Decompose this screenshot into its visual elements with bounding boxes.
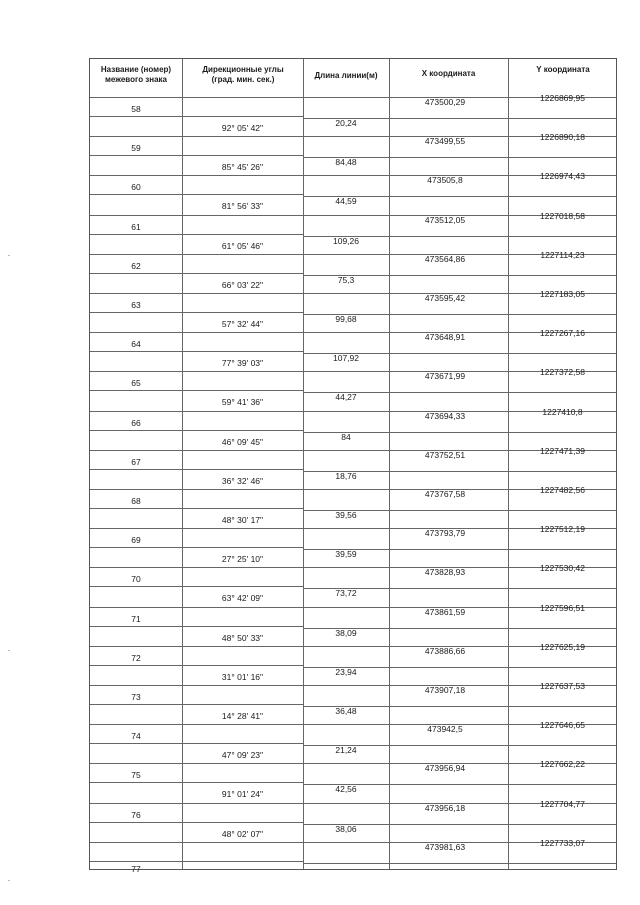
row-divider <box>90 665 303 666</box>
row-divider <box>90 861 303 862</box>
row-divider <box>90 351 303 352</box>
y-coordinate: 1226974,43 <box>540 171 585 182</box>
header-y: Y координата <box>536 65 590 74</box>
row-divider <box>90 430 303 431</box>
direction-angle: 66° 03' 22" <box>221 279 264 290</box>
point-number: 73 <box>131 692 141 702</box>
header-x: X координата <box>421 69 476 78</box>
point-number: 66 <box>131 417 141 428</box>
row-divider <box>90 155 303 156</box>
line-length: 39,56 <box>335 510 357 520</box>
y-coordinate: 1227530,42 <box>540 563 585 574</box>
row-divider <box>90 390 303 391</box>
scan-mark <box>8 255 10 256</box>
y-coordinate: 1227704,77 <box>540 798 585 809</box>
y-coordinate: 1227512,19 <box>540 524 585 535</box>
x-coordinate: 473505,8 <box>427 175 463 186</box>
x-coordinate: 473981,63 <box>424 841 466 852</box>
x-coordinate: 473648,91 <box>424 332 466 343</box>
direction-angle: 14° 28' 41" <box>221 711 264 721</box>
point-number: 59 <box>131 143 141 154</box>
line-length: 42,56 <box>335 784 357 795</box>
row-divider <box>90 822 303 823</box>
row-divider <box>90 469 303 470</box>
direction-angle: 77° 39' 03" <box>221 358 264 369</box>
direction-angle: 61° 05' 46" <box>221 240 264 251</box>
y-coordinate: 1227596,51 <box>540 602 585 613</box>
scan-mark <box>8 650 10 651</box>
y-coordinate: 1227646,65 <box>540 720 585 731</box>
direction-angle: 57° 32' 44" <box>221 319 264 329</box>
line-length: 20,24 <box>335 118 357 128</box>
y-coordinate: 1226869,95 <box>540 93 585 103</box>
point-number: 60 <box>131 182 141 193</box>
direction-angle: 91° 01' 24" <box>221 789 264 800</box>
direction-angle: 48° 30' 17" <box>221 515 264 525</box>
x-coordinate: 473907,18 <box>424 685 466 695</box>
line-length: 107,92 <box>333 353 359 364</box>
header-angle: Дирекционные углы (град. мин. сек.) <box>202 65 284 84</box>
x-coordinate: 473956,18 <box>424 802 466 813</box>
point-number: 64 <box>131 339 141 350</box>
line-length: 109,26 <box>333 235 359 246</box>
x-coordinate: 473500,29 <box>424 97 466 107</box>
direction-angle: 46° 09' 45" <box>221 436 264 447</box>
line-length: 36,48 <box>335 706 357 716</box>
point-number: 72 <box>131 652 141 663</box>
point-number: 61 <box>131 221 141 232</box>
y-coordinate: 1227018,58 <box>540 210 585 221</box>
x-coordinate: 473694,33 <box>424 410 466 421</box>
direction-angle: 27° 25' 10" <box>221 554 264 565</box>
y-coordinate: 1227267,16 <box>540 328 585 339</box>
x-coordinate: 473595,42 <box>424 293 466 303</box>
y-coordinate: 1227662,22 <box>540 759 585 770</box>
direction-angle: 63° 42' 09" <box>221 593 264 604</box>
coordinates-table <box>89 58 617 874</box>
point-number: 76 <box>131 809 141 820</box>
y-coordinate: 1227482,56 <box>540 485 585 495</box>
header-length: Длина линии(м) <box>314 71 378 80</box>
x-coordinate: 473861,59 <box>424 606 466 617</box>
line-length: 99,68 <box>335 314 357 324</box>
point-number: 68 <box>131 496 141 506</box>
x-coordinate: 473671,99 <box>424 371 466 382</box>
x-coordinate: 473828,93 <box>424 567 466 578</box>
point-number: 77 <box>131 863 141 874</box>
direction-angle: 48° 02' 07" <box>221 828 264 839</box>
header-name: Название (номер) межевого знака <box>100 65 172 84</box>
direction-angle: 47° 09' 23" <box>221 750 264 761</box>
point-number: 75 <box>131 770 141 781</box>
column-divider <box>508 59 509 869</box>
line-length: 84,48 <box>335 157 357 168</box>
direction-angle: 59° 41' 36" <box>221 397 264 408</box>
x-coordinate: 473942,5 <box>427 724 463 735</box>
row-divider <box>90 312 303 313</box>
y-coordinate: 1227733,07 <box>540 837 585 848</box>
row-divider <box>303 863 616 864</box>
y-coordinate: 1227183,05 <box>540 289 585 299</box>
x-coordinate: 473564,86 <box>424 253 466 264</box>
line-length: 73,72 <box>335 588 357 599</box>
direction-angle: 48° 50' 33" <box>221 632 264 643</box>
row-divider <box>90 704 303 705</box>
point-number: 62 <box>131 260 141 271</box>
line-length: 18,76 <box>335 470 357 481</box>
direction-angle: 85° 45' 26" <box>221 162 264 173</box>
point-number: 70 <box>131 574 141 585</box>
line-length: 23,94 <box>335 666 357 677</box>
direction-angle: 92° 05' 42" <box>221 123 264 133</box>
y-coordinate: 1227637,53 <box>540 681 585 691</box>
y-coordinate: 1227372,58 <box>540 367 585 378</box>
line-length: 21,24 <box>335 745 357 756</box>
point-number: 71 <box>131 613 141 624</box>
point-number: 63 <box>131 300 141 310</box>
row-divider <box>90 782 303 783</box>
line-length: 44,27 <box>335 392 357 403</box>
direction-angle: 36° 32' 46" <box>221 475 264 486</box>
row-divider <box>90 273 303 274</box>
y-coordinate: 1227410,8 <box>542 406 583 417</box>
y-coordinate: 1227625,19 <box>540 641 585 652</box>
point-number: 67 <box>131 456 141 467</box>
scan-mark <box>8 880 10 881</box>
point-number: 65 <box>131 378 141 389</box>
point-number: 69 <box>131 535 141 546</box>
x-coordinate: 473793,79 <box>424 528 466 539</box>
column-divider <box>182 59 183 869</box>
x-coordinate: 473886,66 <box>424 645 466 656</box>
point-number: 74 <box>131 731 141 742</box>
point-number: 58 <box>131 104 141 114</box>
direction-angle: 81° 56' 33" <box>221 201 264 212</box>
row-divider <box>90 116 303 117</box>
row-divider <box>90 194 303 195</box>
x-coordinate: 473767,58 <box>424 489 466 499</box>
x-coordinate: 473956,94 <box>424 763 466 774</box>
line-length: 38,06 <box>335 823 357 834</box>
row-divider <box>90 586 303 587</box>
direction-angle: 31° 01' 16" <box>221 671 264 682</box>
x-coordinate: 473499,55 <box>424 136 466 147</box>
line-length: 38,09 <box>335 627 357 638</box>
y-coordinate: 1227114,23 <box>540 249 585 260</box>
line-length: 75,3 <box>337 274 355 285</box>
row-divider <box>90 547 303 548</box>
line-length: 39,59 <box>335 549 357 560</box>
row-divider <box>90 508 303 509</box>
row-divider <box>90 626 303 627</box>
x-coordinate: 473512,05 <box>424 214 466 225</box>
y-coordinate: 1226890,18 <box>540 132 585 143</box>
line-length: 44,59 <box>335 196 357 207</box>
row-divider <box>90 743 303 744</box>
x-coordinate: 473752,51 <box>424 449 466 460</box>
line-length: 84 <box>341 431 351 442</box>
y-coordinate: 1227471,39 <box>540 445 585 456</box>
row-divider <box>90 234 303 235</box>
